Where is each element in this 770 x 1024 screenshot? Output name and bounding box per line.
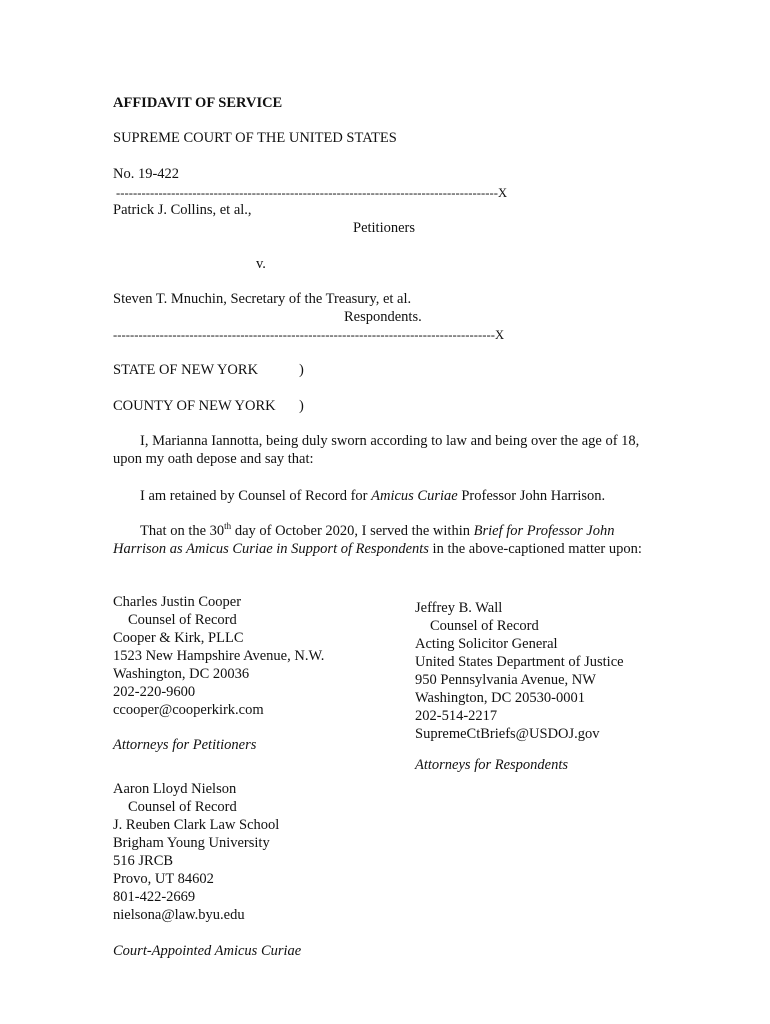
venue-county-paren: ) [299,398,304,414]
counsel-department: United States Department of Justice [415,654,624,670]
oath-paragraph: I, Marianna Iannotta, being duly sworn according to law and being over the age of 18, upon my oath depose and say that: [113,433,640,467]
counsel-role: Counsel of Record [430,618,539,634]
counsel-phone: 801-422-2669 [113,889,196,905]
petitioner-role: Petitioners [353,220,416,236]
counsel-email: SupremeCtBriefs@USDOJ.gov [415,726,600,742]
counsel-street: 950 Pennsylvania Avenue, NW [415,672,596,688]
respondent-counsel-block [415,599,624,743]
counsel-email: ccooper@cooperkirk.com [113,702,264,718]
counsel-role: Counsel of Record [128,799,237,815]
counsel-phone: 202-220-9600 [113,684,196,700]
counsel-title: Acting Solicitor General [415,636,558,652]
counsel-name: Charles Justin Cooper [113,594,242,610]
retention-paragraph: I am retained by Counsel of Record for Amicus Curiae Professor John Harrison. [140,488,606,504]
caption-divider-top: ------------------------------------------------------------------------------------------X [116,186,508,200]
venue-county: COUNTY OF NEW YORK [113,398,276,414]
venue-state-paren: ) [299,362,304,378]
counsel-street: 1523 New Hampshire Avenue, N.W. [113,648,325,664]
counsel-city: Washington, DC 20036 [113,666,250,682]
counsel-firm: Cooper & Kirk, PLLC [113,630,244,646]
counsel-phone: 202-514-2217 [415,708,498,724]
counsel-room: 516 JRCB [113,853,174,869]
venue-state: STATE OF NEW YORK [113,362,259,378]
document-heading: AFFIDAVIT OF SERVICE [113,95,283,111]
counsel-city: Washington, DC 20530-0001 [415,690,586,706]
service-paragraph: That on the 30th day of October 2020, I served the within Brief for Professor John Harrison as Amicus Curiae in Support of Respondents in the above-captioned matter upon: [113,521,642,557]
petitioner-counsel-label: Attorneys for Petitioners [113,737,257,753]
court-name: SUPREME COURT OF THE UNITED STATES [113,130,397,146]
counsel-email: nielsona@law.byu.edu [113,907,245,923]
petitioner-name: Patrick J. Collins, et al., [113,202,252,218]
counsel-school: J. Reuben Clark Law School [113,817,280,833]
petitioner-counsel-block [113,593,324,719]
counsel-university: Brigham Young University [113,835,270,851]
caption-divider-bottom: ------------------------------------------------------------------------------------------X [113,328,505,342]
amicus-counsel-block [113,780,279,924]
counsel-role: Counsel of Record [128,612,237,628]
docket-number: No. 19-422 [113,166,180,182]
versus: v. [256,256,266,272]
counsel-city: Provo, UT 84602 [113,871,214,887]
counsel-name: Aaron Lloyd Nielson [113,781,237,797]
counsel-name: Jeffrey B. Wall [415,600,503,616]
respondent-counsel-label: Attorneys for Respondents [415,757,569,773]
respondent-role: Respondents. [344,309,422,325]
amicus-counsel-label: Court-Appointed Amicus Curiae [113,943,302,959]
respondent-name: Steven T. Mnuchin, Secretary of the Treasury, et al. [113,291,412,307]
